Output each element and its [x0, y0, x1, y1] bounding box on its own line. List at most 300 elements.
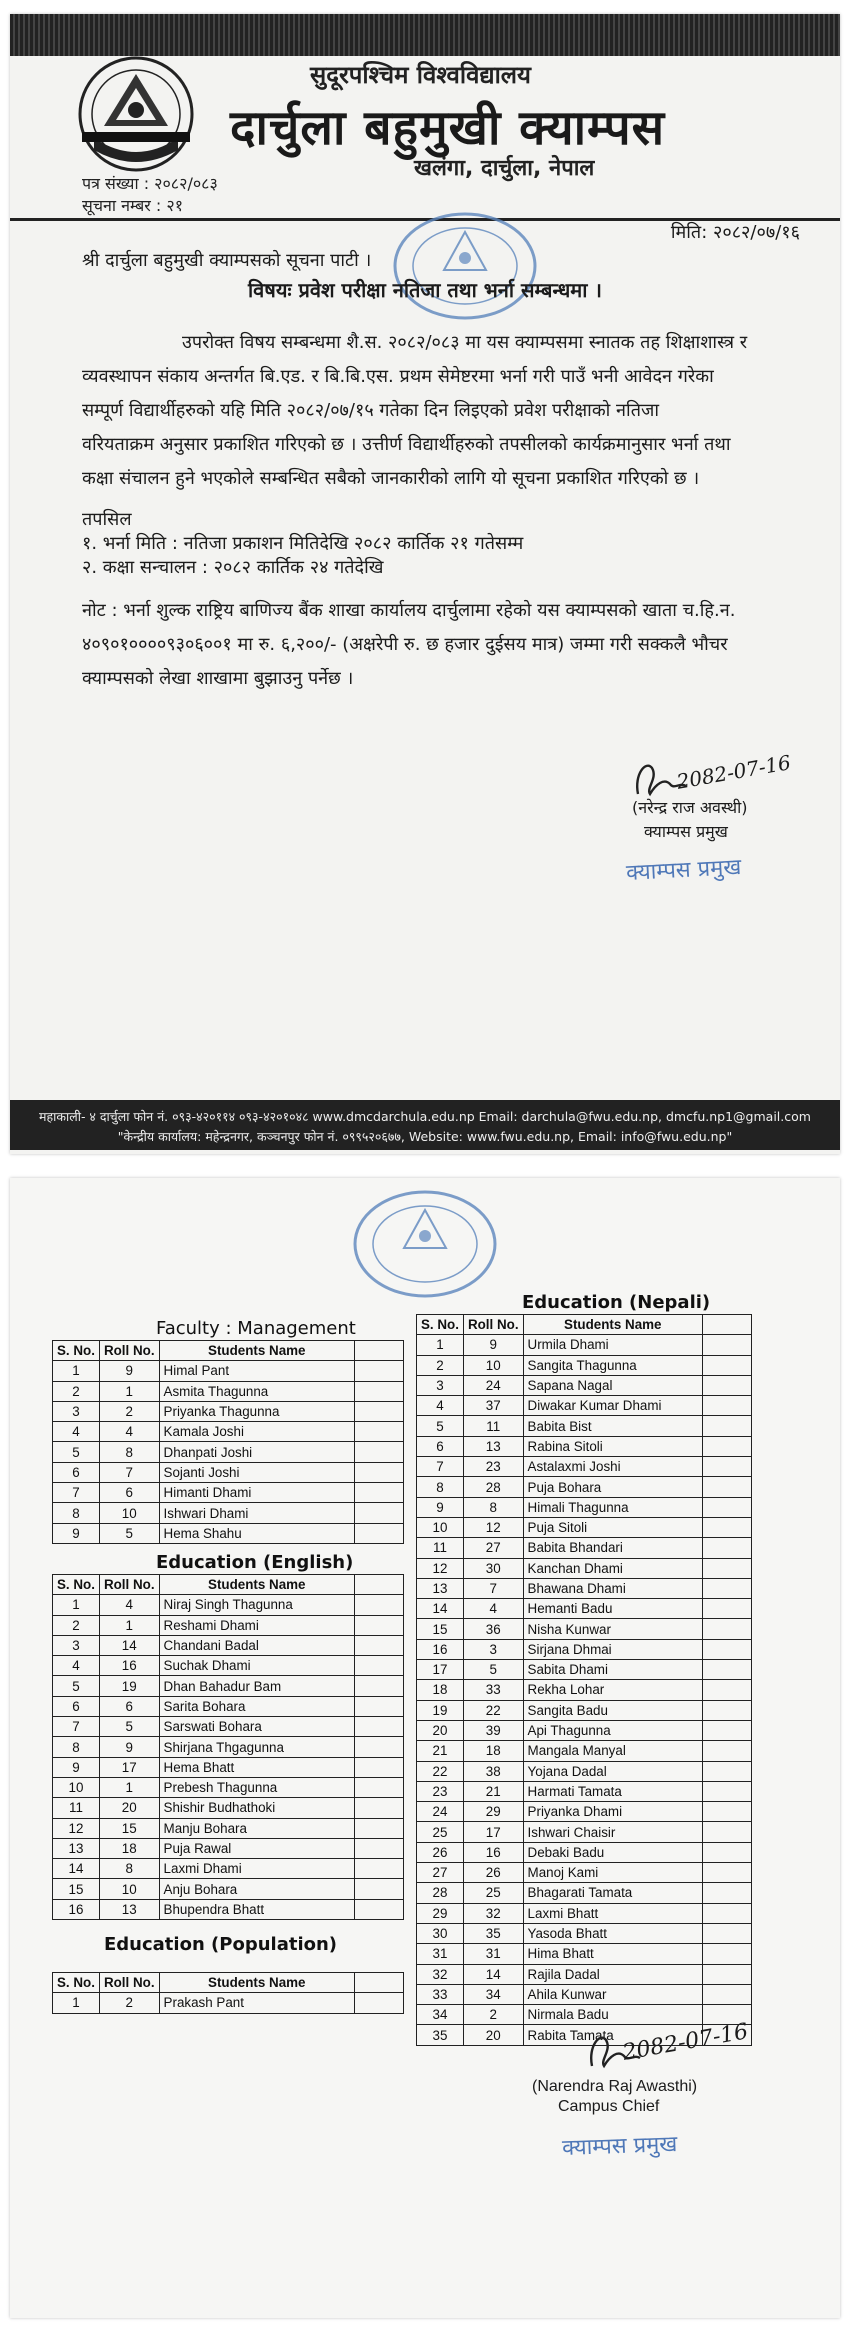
table-row [417, 1741, 752, 1761]
table-row [53, 1381, 404, 1401]
name-cell: Puja Bohara [523, 1477, 702, 1497]
serial-cell: 14 [417, 1599, 464, 1619]
blank-cell [355, 1422, 404, 1442]
signer-title-en: Campus Chief [558, 2098, 660, 2115]
designation-stamp: क्याम्पस प्रमुख [561, 2131, 678, 2162]
serial-cell: 9 [53, 1757, 100, 1777]
name-cell: Anju Bohara [159, 1879, 354, 1899]
table-row [417, 1599, 752, 1619]
blank-cell [355, 1899, 404, 1919]
blank-cell [355, 1401, 404, 1421]
serial-cell: 18 [417, 1680, 464, 1700]
table-row [417, 1720, 752, 1740]
blank-cell [703, 1863, 752, 1883]
blank-cell [703, 1680, 752, 1700]
blank-cell [703, 1944, 752, 1964]
serial-cell: 6 [53, 1696, 100, 1716]
serial-cell: 11 [417, 1538, 464, 1558]
table-row [417, 1842, 752, 1862]
university-name: सुदूरपश्चिम विश्वविद्यालय [310, 61, 531, 89]
table-row [417, 1984, 752, 2004]
blank-cell [355, 1635, 404, 1655]
blank-cell [355, 1361, 404, 1381]
name-cell: Yojana Dadal [523, 1761, 702, 1781]
column-header: Students Name [159, 1973, 354, 1993]
blank-cell [703, 1375, 752, 1395]
serial-cell: 28 [417, 1883, 464, 1903]
name-cell: Suchak Dhami [159, 1656, 354, 1676]
table-row [53, 1503, 404, 1523]
table-row [53, 1757, 404, 1777]
serial-cell: 10 [417, 1517, 464, 1537]
blank-cell [703, 1497, 752, 1517]
management-title: Faculty : Management [156, 1318, 356, 1339]
blank-cell [703, 1903, 752, 1923]
roll-cell: 35 [463, 1923, 523, 1943]
note-line: क्याम्पसको लेखा शाखामा बुझाउनु पर्नेछ । [82, 668, 354, 689]
serial-cell: 29 [417, 1903, 464, 1923]
column-header: S. No. [417, 1315, 464, 1335]
blank-cell [703, 1619, 752, 1639]
name-cell: Urmila Dhami [523, 1335, 702, 1355]
name-cell: Kanchan Dhami [523, 1558, 702, 1578]
table-row [53, 1462, 404, 1482]
roll-cell: 17 [99, 1757, 159, 1777]
footer-central-office-line: "केन्द्रीय कार्यालय: महेन्द्रनगर, कञ्चनपुर फोन नं. ०९९५२०६७७, Website: www.fwu.edu.np, Email: info@fwu.edu.np" [117, 1129, 733, 1144]
name-cell: Bhupendra Bhatt [159, 1899, 354, 1919]
roll-cell: 10 [99, 1503, 159, 1523]
serial-cell: 2 [53, 1615, 100, 1635]
serial-cell: 15 [53, 1879, 100, 1899]
name-cell: Shishir Budhathoki [159, 1798, 354, 1818]
table-row [53, 1818, 404, 1838]
name-cell: Rabita Tamata [523, 2025, 702, 2045]
roll-cell: 8 [99, 1859, 159, 1879]
table-header-row [53, 1341, 404, 1361]
table-header-row [53, 1973, 404, 1993]
column-header: Roll No. [99, 1575, 159, 1595]
roll-cell: 5 [99, 1717, 159, 1737]
blank-cell [703, 1436, 752, 1456]
campus-seal-icon [350, 1188, 500, 1300]
roll-cell: 37 [463, 1396, 523, 1416]
roll-cell: 18 [99, 1838, 159, 1858]
serial-cell: 16 [53, 1899, 100, 1919]
serial-cell: 7 [53, 1483, 100, 1503]
blank-cell [355, 1483, 404, 1503]
roll-cell: 10 [99, 1879, 159, 1899]
name-cell: Babita Bhandari [523, 1538, 702, 1558]
blank-cell [703, 1355, 752, 1375]
roll-cell: 1 [99, 1615, 159, 1635]
signature-date: 2082-07-16 [620, 2019, 751, 2066]
notice-body-line: सम्पूर्ण विद्यार्थीहरुको यहि मिति २०८२/०७/१५ गतेका दिन लिइएको प्रवेश परीक्षाको नतिजा [82, 400, 659, 421]
table-row [417, 1517, 752, 1537]
roll-cell: 20 [463, 2025, 523, 2045]
blank-cell [703, 1984, 752, 2004]
blank-cell [355, 1879, 404, 1899]
table-row [417, 1619, 752, 1639]
roll-cell: 23 [463, 1457, 523, 1477]
roll-cell: 5 [463, 1660, 523, 1680]
table-row [417, 1538, 752, 1558]
table-row [417, 1700, 752, 1720]
blank-cell [355, 1777, 404, 1797]
name-cell: Prakash Pant [159, 1993, 354, 2013]
footer-contact-line: महाकाली- ४ दार्चुला फोन नं. ०९३-४२०११४ ०९३-४२०१०४८ www.dmcdarchula.edu.np Email: darchula@fwu.edu.np, dmcfu.np1@gmail.com [39, 1109, 811, 1124]
serial-cell: 6 [53, 1462, 100, 1482]
blank-cell [703, 1335, 752, 1355]
notice-subject: विषयः प्रवेश परीक्षा नतिजा तथा भर्ना सम्बन्धमा । [248, 278, 602, 302]
notice-number: सूचना नम्बर : २१ [82, 196, 184, 215]
table-row [53, 1635, 404, 1655]
roll-cell: 14 [463, 1964, 523, 1984]
serial-cell: 8 [53, 1503, 100, 1523]
roll-cell: 11 [463, 1416, 523, 1436]
column-header: Roll No. [463, 1315, 523, 1335]
roll-cell: 4 [99, 1422, 159, 1442]
roll-cell: 32 [463, 1903, 523, 1923]
roll-cell: 9 [463, 1335, 523, 1355]
roll-cell: 7 [99, 1462, 159, 1482]
name-cell: Nisha Kunwar [523, 1619, 702, 1639]
serial-cell: 4 [53, 1422, 100, 1442]
table-header-row [417, 1315, 752, 1335]
roll-cell: 1 [99, 1381, 159, 1401]
table-row [417, 1944, 752, 1964]
serial-cell: 19 [417, 1700, 464, 1720]
name-cell: Himanti Dhami [159, 1483, 354, 1503]
serial-cell: 15 [417, 1619, 464, 1639]
name-cell: Himali Thagunna [523, 1497, 702, 1517]
blank-column [355, 1341, 404, 1361]
campus-address: खलंगा, दार्चुला, नेपाल [414, 156, 595, 181]
serial-cell: 1 [53, 1993, 100, 2013]
blank-cell [355, 1838, 404, 1858]
name-cell: Shirjana Thgagunna [159, 1737, 354, 1757]
name-cell: Niraj Singh Thagunna [159, 1595, 354, 1615]
name-cell: Diwakar Kumar Dhami [523, 1396, 702, 1416]
table-row [53, 1859, 404, 1879]
population-title: Education (Population) [104, 1934, 338, 1955]
blank-cell [703, 1842, 752, 1862]
table-row [53, 1595, 404, 1615]
blank-cell [355, 1442, 404, 1462]
table-row [417, 1883, 752, 1903]
header-band [10, 14, 840, 56]
serial-cell: 7 [417, 1457, 464, 1477]
blank-cell [355, 1859, 404, 1879]
serial-cell: 8 [53, 1737, 100, 1757]
name-cell: Hemanti Badu [523, 1599, 702, 1619]
roll-cell: 39 [463, 1720, 523, 1740]
name-cell: Sarswati Bohara [159, 1717, 354, 1737]
name-cell: Dhan Bahadur Bam [159, 1676, 354, 1696]
schedule-item: २. कक्षा सन्चालन : २०८२ कार्तिक २४ गतेदेखि [82, 557, 384, 578]
blank-cell [355, 1656, 404, 1676]
letter-number: पत्र संख्या : २०८२/०८३ [82, 174, 218, 193]
serial-cell: 5 [417, 1416, 464, 1436]
name-cell: Sangita Badu [523, 1700, 702, 1720]
table-row [53, 1656, 404, 1676]
blank-cell [703, 1923, 752, 1943]
table-row [417, 1923, 752, 1943]
designation-stamp: क्याम्पस प्रमुख [625, 854, 742, 886]
name-cell: Astalaxmi Joshi [523, 1457, 702, 1477]
roll-cell: 22 [463, 1700, 523, 1720]
serial-cell: 1 [53, 1595, 100, 1615]
roll-cell: 8 [99, 1442, 159, 1462]
blank-cell [703, 1720, 752, 1740]
name-cell: Hima Bhatt [523, 1944, 702, 1964]
name-cell: Prebesh Thagunna [159, 1777, 354, 1797]
roll-cell: 15 [99, 1818, 159, 1838]
column-header: Students Name [159, 1341, 354, 1361]
name-cell: Ahila Kunwar [523, 1984, 702, 2004]
serial-cell: 11 [53, 1798, 100, 1818]
table-row [53, 1422, 404, 1442]
serial-cell: 32 [417, 1964, 464, 1984]
table-row [53, 1696, 404, 1716]
table-row [417, 1964, 752, 1984]
table-row [53, 1442, 404, 1462]
name-cell: Mangala Manyal [523, 1741, 702, 1761]
name-cell: Priyanka Thagunna [159, 1401, 354, 1421]
blank-cell [355, 1676, 404, 1696]
schedule-item: १. भर्ना मिति : नतिजा प्रकाशन मितिदेखि २०८२ कार्तिक २१ गतेसम्म [82, 533, 524, 554]
table-row [53, 1879, 404, 1899]
roll-cell: 21 [463, 1781, 523, 1801]
name-cell: Kamala Joshi [159, 1422, 354, 1442]
roll-cell: 33 [463, 1680, 523, 1700]
roll-cell: 2 [463, 2005, 523, 2025]
serial-cell: 5 [53, 1676, 100, 1696]
blank-cell [703, 1599, 752, 1619]
table-row [417, 1436, 752, 1456]
english-table [52, 1574, 404, 1920]
name-cell: Manju Bohara [159, 1818, 354, 1838]
name-cell: Yasoda Bhatt [523, 1923, 702, 1943]
roll-cell: 5 [99, 1523, 159, 1543]
blank-cell [703, 1639, 752, 1659]
blank-cell [703, 1781, 752, 1801]
table-row [53, 1798, 404, 1818]
blank-cell [355, 1462, 404, 1482]
notice-date: मिति: २०८२/०७/१६ [670, 222, 800, 243]
notice-page [10, 14, 840, 1154]
roll-cell: 14 [99, 1635, 159, 1655]
table-row [417, 2005, 752, 2025]
name-cell: Babita Bist [523, 1416, 702, 1436]
column-header: Students Name [523, 1315, 702, 1335]
name-cell: Api Thagunna [523, 1720, 702, 1740]
name-cell: Sabita Dhami [523, 1660, 702, 1680]
roll-cell: 4 [463, 1599, 523, 1619]
name-cell: Debaki Badu [523, 1842, 702, 1862]
table-row [53, 1838, 404, 1858]
serial-cell: 4 [417, 1396, 464, 1416]
serial-cell: 25 [417, 1822, 464, 1842]
signature-date: 2082-07-16 [674, 750, 793, 794]
roll-cell: 13 [463, 1436, 523, 1456]
table-row [417, 1863, 752, 1883]
blank-cell [703, 1700, 752, 1720]
column-header: S. No. [53, 1341, 100, 1361]
management-table [52, 1340, 404, 1544]
serial-cell: 33 [417, 1984, 464, 2004]
blank-cell [703, 1517, 752, 1537]
serial-cell: 13 [53, 1838, 100, 1858]
roll-cell: 30 [463, 1558, 523, 1578]
table-row [53, 1401, 404, 1421]
blank-cell [355, 1737, 404, 1757]
roll-cell: 10 [463, 1355, 523, 1375]
name-cell: Dhanpati Joshi [159, 1442, 354, 1462]
blank-cell [703, 1457, 752, 1477]
roll-cell: 18 [463, 1741, 523, 1761]
serial-cell: 2 [417, 1355, 464, 1375]
serial-cell: 1 [417, 1335, 464, 1355]
name-cell: Rabina Sitoli [523, 1436, 702, 1456]
name-cell: Reshami Dhami [159, 1615, 354, 1635]
name-cell: Ishwari Chaisir [523, 1822, 702, 1842]
serial-cell: 26 [417, 1842, 464, 1862]
roll-cell: 2 [99, 1401, 159, 1421]
table-row [417, 1639, 752, 1659]
english-title: Education (English) [156, 1552, 354, 1573]
blank-cell [703, 1660, 752, 1680]
roll-cell: 6 [99, 1483, 159, 1503]
roll-cell: 1 [99, 1777, 159, 1797]
roll-cell: 4 [99, 1595, 159, 1615]
name-cell: Bhagarati Tamata [523, 1883, 702, 1903]
blank-cell [703, 1822, 752, 1842]
table-row [53, 1523, 404, 1543]
name-cell: Laxmi Dhami [159, 1859, 354, 1879]
name-cell: Nirmala Badu [523, 2005, 702, 2025]
blank-cell [703, 1741, 752, 1761]
roll-cell: 6 [99, 1696, 159, 1716]
table-row [417, 1477, 752, 1497]
serial-cell: 27 [417, 1863, 464, 1883]
roll-cell: 2 [99, 1993, 159, 2013]
table-row [417, 1802, 752, 1822]
roll-cell: 34 [463, 1984, 523, 2004]
table-row [417, 1375, 752, 1395]
roll-cell: 13 [99, 1899, 159, 1919]
name-cell: Sangita Thagunna [523, 1355, 702, 1375]
blank-cell [703, 1802, 752, 1822]
blank-cell [355, 1595, 404, 1615]
blank-cell [703, 1396, 752, 1416]
note-line: ४०९०१००००९३०६००१ मा रु. ६,२००/- (अक्षरेपी रु. छ हजार दुईसय मात्र) जम्मा गरी सक्कलै भौचर [82, 634, 728, 655]
table-row [53, 1361, 404, 1381]
name-cell: Himal Pant [159, 1361, 354, 1381]
table-row [53, 1737, 404, 1757]
column-header: Students Name [159, 1575, 354, 1595]
name-cell: Asmita Thagunna [159, 1381, 354, 1401]
name-cell: Bhawana Dhami [523, 1578, 702, 1598]
blank-cell [703, 1578, 752, 1598]
blank-cell [703, 1558, 752, 1578]
serial-cell: 1 [53, 1361, 100, 1381]
roll-cell: 8 [463, 1497, 523, 1517]
roll-cell: 17 [463, 1822, 523, 1842]
results-page [10, 1178, 840, 2318]
blank-cell [703, 1761, 752, 1781]
roll-cell: 29 [463, 1802, 523, 1822]
serial-cell: 31 [417, 1944, 464, 1964]
roll-cell: 20 [99, 1798, 159, 1818]
notice-body-line: कक्षा संचालन हुने भएकोले सम्बन्धित सबैको जानकारीको लागि यो सूचना प्रकाशित गरिएको छ । [82, 468, 700, 489]
table-row [417, 1761, 752, 1781]
notice-recipient: श्री दार्चुला बहुमुखी क्याम्पसको सूचना पाटी । [82, 250, 372, 271]
serial-cell: 35 [417, 2025, 464, 2045]
table-row [53, 1483, 404, 1503]
serial-cell: 3 [53, 1635, 100, 1655]
serial-cell: 4 [53, 1656, 100, 1676]
column-header: S. No. [53, 1973, 100, 1993]
serial-cell: 12 [417, 1558, 464, 1578]
note-line: नोट : भर्ना शुल्क राष्ट्रिय बाणिज्य बैंक शाखा कार्यालय दार्चुलामा रहेको यस क्याम्पसको खाता च.हि.न. [82, 600, 736, 621]
serial-cell: 12 [53, 1818, 100, 1838]
blank-column [355, 1575, 404, 1595]
table-row [417, 1355, 752, 1375]
serial-cell: 6 [417, 1436, 464, 1456]
serial-cell: 7 [53, 1717, 100, 1737]
notice-body-line: उपरोक्त विषय सम्बन्धमा शै.स. २०८२/०८३ मा यस क्याम्पसमा स्नातक तह शिक्षाशास्त्र र [182, 332, 748, 353]
blank-column [355, 1973, 404, 1993]
blank-cell [355, 1717, 404, 1737]
table-row [417, 1335, 752, 1355]
table-row [417, 1416, 752, 1436]
name-cell: Puja Sitoli [523, 1517, 702, 1537]
serial-cell: 2 [53, 1381, 100, 1401]
name-cell: Sojanti Joshi [159, 1462, 354, 1482]
name-cell: Rajila Dadal [523, 1964, 702, 1984]
roll-cell: 19 [99, 1676, 159, 1696]
serial-cell: 30 [417, 1923, 464, 1943]
name-cell: Harmati Tamata [523, 1781, 702, 1801]
university-logo-icon [76, 54, 196, 174]
name-cell: Chandani Badal [159, 1635, 354, 1655]
roll-cell: 28 [463, 1477, 523, 1497]
blank-cell [703, 1538, 752, 1558]
table-row [417, 1558, 752, 1578]
table-row [53, 1676, 404, 1696]
table-row [417, 1396, 752, 1416]
table-row [53, 1615, 404, 1635]
nepali-title: Education (Nepali) [522, 1292, 711, 1313]
roll-cell: 16 [463, 1842, 523, 1862]
serial-cell: 9 [417, 1497, 464, 1517]
roll-cell: 24 [463, 1375, 523, 1395]
blank-cell [355, 1798, 404, 1818]
roll-cell: 25 [463, 1883, 523, 1903]
serial-cell: 13 [417, 1578, 464, 1598]
campus-name: दार्चुला बहुमुखी क्याम्पस [230, 100, 666, 156]
roll-cell: 36 [463, 1619, 523, 1639]
roll-cell: 26 [463, 1863, 523, 1883]
blank-cell [355, 1523, 404, 1543]
table-row [417, 1680, 752, 1700]
serial-cell: 16 [417, 1639, 464, 1659]
roll-cell: 16 [99, 1656, 159, 1676]
blank-cell [703, 1477, 752, 1497]
name-cell: Sapana Nagal [523, 1375, 702, 1395]
column-header: Roll No. [99, 1973, 159, 1993]
serial-cell: 9 [53, 1523, 100, 1543]
